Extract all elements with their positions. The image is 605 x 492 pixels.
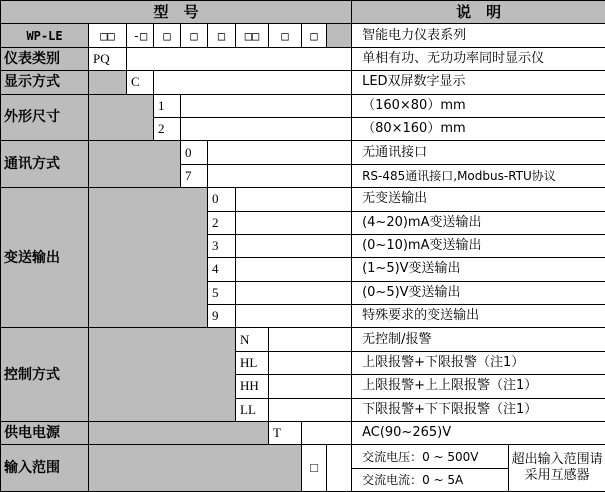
transmit-code: 5 bbox=[208, 281, 236, 304]
transmit-desc: (0~5)V变送输出 bbox=[352, 281, 605, 304]
transmit-blank bbox=[236, 211, 352, 234]
display-blank bbox=[154, 71, 352, 94]
meter-type-label: 仪表类别 bbox=[1, 47, 89, 70]
transmit-label: 变送输出 bbox=[1, 188, 89, 328]
dimension-blank bbox=[181, 94, 352, 117]
control-desc: 上限报警+下限报警（注1） bbox=[352, 351, 605, 374]
transmit-desc: (4~20)mA变送输出 bbox=[352, 211, 605, 234]
comm-desc: 无通讯接口 bbox=[352, 141, 605, 164]
control-row-1 bbox=[1, 328, 605, 351]
control-desc: 上限报警+上上限报警（注1） bbox=[352, 375, 605, 398]
code-slot-comm: □ bbox=[181, 24, 208, 47]
dimension-row-1 bbox=[1, 94, 605, 117]
model-label: WP-LE bbox=[1, 24, 89, 47]
code-slot-transmit: □ bbox=[208, 24, 236, 47]
control-code: HL bbox=[236, 351, 269, 374]
comm-blank bbox=[208, 141, 352, 164]
transmit-code: 2 bbox=[208, 211, 236, 234]
series-description: 智能电力仪表系列 bbox=[352, 24, 605, 47]
display-row bbox=[1, 71, 605, 94]
transmit-desc: 特殊要求的变送输出 bbox=[352, 305, 605, 328]
control-blank bbox=[269, 375, 352, 398]
transmit-desc: (1~5)V变送输出 bbox=[352, 258, 605, 281]
display-desc: LED双屏数字显示 bbox=[352, 71, 605, 94]
control-code: N bbox=[236, 328, 269, 351]
display-code: C bbox=[127, 71, 154, 94]
code-slot-power: □ bbox=[269, 24, 302, 47]
power-blank bbox=[302, 422, 352, 445]
input-range-blank bbox=[327, 445, 352, 492]
comm-desc: RS-485通讯接口,Modbus-RTU协议 bbox=[352, 164, 605, 187]
dimension-code: 2 bbox=[154, 117, 181, 140]
dimension-blank bbox=[181, 117, 352, 140]
blank-cell bbox=[89, 188, 208, 328]
control-blank bbox=[269, 351, 352, 374]
control-label: 控制方式 bbox=[1, 328, 89, 422]
power-label: 供电电源 bbox=[1, 422, 89, 445]
input-range-row-1 bbox=[1, 445, 605, 468]
description-column-header: 说 明 bbox=[352, 1, 605, 24]
power-row bbox=[1, 422, 605, 445]
transmit-code: 9 bbox=[208, 305, 236, 328]
code-slot-dimension: □ bbox=[154, 24, 181, 47]
transmit-code: 4 bbox=[208, 258, 236, 281]
dimension-label: 外形尺寸 bbox=[1, 94, 89, 141]
dimension-code: 1 bbox=[154, 94, 181, 117]
transmit-row-1 bbox=[1, 188, 605, 211]
transmit-desc: 无变送输出 bbox=[352, 188, 605, 211]
code-slot-control: □□ bbox=[236, 24, 269, 47]
comm-blank bbox=[208, 164, 352, 187]
transmit-desc: (0~10)mA变送输出 bbox=[352, 234, 605, 257]
meter-type-row bbox=[1, 47, 605, 70]
blank-cell bbox=[89, 94, 154, 141]
blank-cell bbox=[89, 71, 127, 94]
meter-type-blank bbox=[127, 47, 352, 70]
header-row bbox=[1, 1, 605, 24]
model-code-row bbox=[1, 24, 605, 47]
meter-type-code: PQ bbox=[89, 47, 127, 70]
blank-cell bbox=[89, 328, 236, 422]
transmit-code: 3 bbox=[208, 234, 236, 257]
display-label: 显示方式 bbox=[1, 71, 89, 94]
transmit-blank bbox=[236, 258, 352, 281]
comm-code: 7 bbox=[181, 164, 208, 187]
control-blank bbox=[269, 328, 352, 351]
blank-cell bbox=[89, 422, 269, 445]
transmit-blank bbox=[236, 188, 352, 211]
meter-type-desc: 单相有功、无功功率同时显示仪 bbox=[352, 47, 605, 70]
transmit-blank bbox=[236, 281, 352, 304]
input-range-note: 超出输入范围请采用互感器 bbox=[509, 445, 605, 492]
dimension-desc: （160×80）mm bbox=[352, 94, 605, 117]
input-voltage-desc: 交流电压：0 ~ 500V bbox=[352, 445, 509, 468]
comm-label: 通讯方式 bbox=[1, 141, 89, 188]
blank-cell bbox=[89, 141, 181, 188]
code-slot-category: □□ bbox=[89, 24, 127, 47]
blank-cell bbox=[327, 24, 352, 47]
transmit-code: 0 bbox=[208, 188, 236, 211]
transmit-blank bbox=[236, 234, 352, 257]
comm-code: 0 bbox=[181, 141, 208, 164]
blank-cell bbox=[89, 445, 302, 492]
dimension-desc: （80×160）mm bbox=[352, 117, 605, 140]
control-desc: 下限报警+下下限报警（注1） bbox=[352, 398, 605, 421]
model-column-header: 型 号 bbox=[1, 1, 352, 24]
control-blank bbox=[269, 398, 352, 421]
control-desc: 无控制/报警 bbox=[352, 328, 605, 351]
transmit-blank bbox=[236, 305, 352, 328]
input-range-label: 输入范围 bbox=[1, 445, 89, 492]
code-slot-input: □ bbox=[302, 24, 327, 47]
control-code: HH bbox=[236, 375, 269, 398]
input-current-desc: 交流电流：0 ~ 5A bbox=[352, 468, 509, 491]
control-code: LL bbox=[236, 398, 269, 421]
comm-row-1 bbox=[1, 141, 605, 164]
code-slot-display: -□ bbox=[127, 24, 154, 47]
power-desc: AC(90~265)V bbox=[352, 422, 605, 445]
input-range-code: □ bbox=[302, 445, 327, 492]
power-code: T bbox=[269, 422, 302, 445]
